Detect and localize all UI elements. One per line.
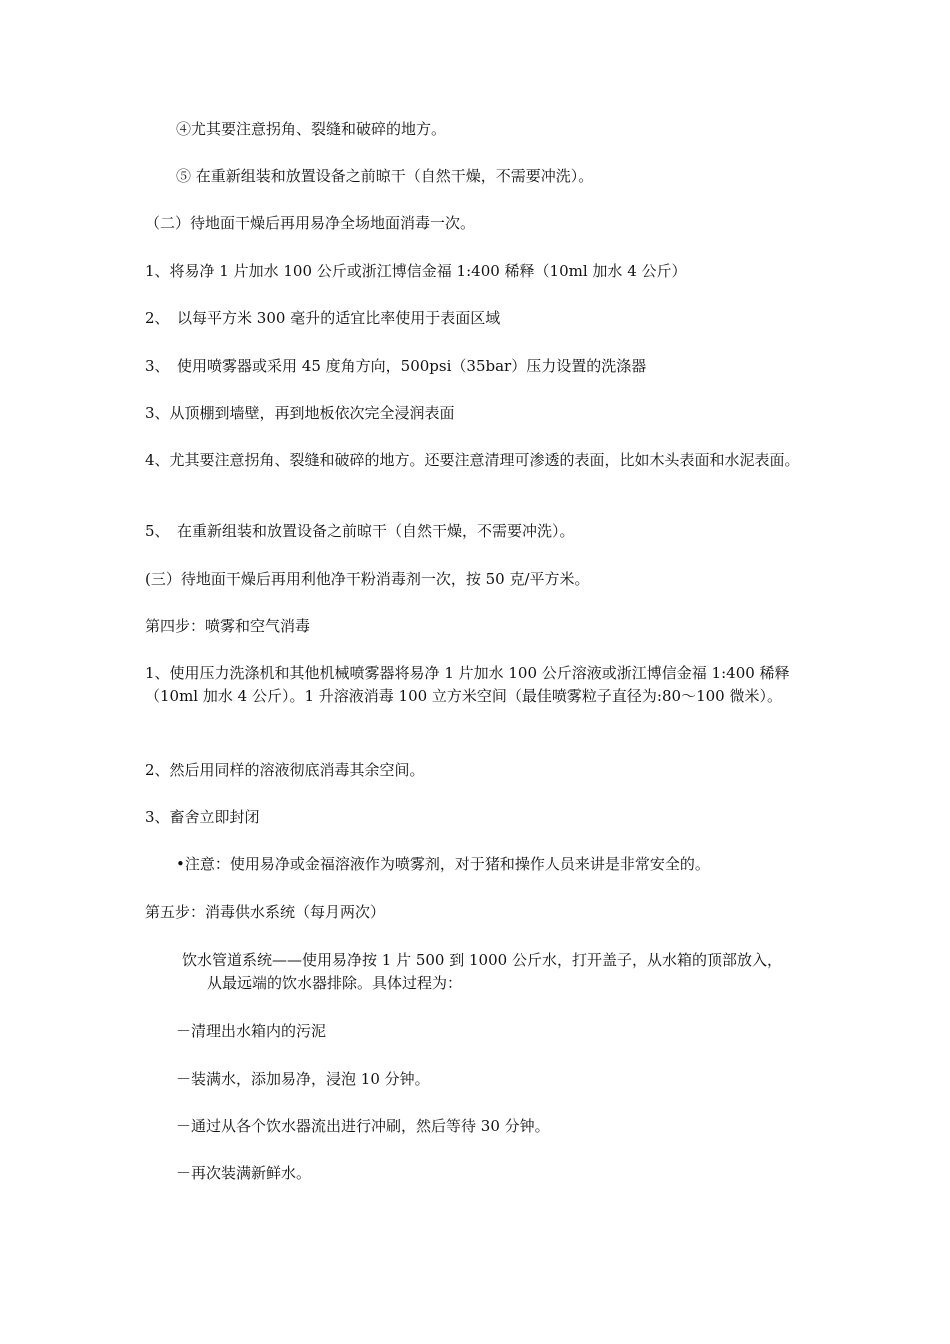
list-item-1: 1、将易净 1 片加水 100 公斤或浙江博信金福 1:400 稀释（10ml 加水 4 公斤） [145,262,687,280]
procedure-step-refill: －再次装满新鲜水。 [176,1164,312,1182]
spray-item-2: 2、然后用同样的溶液彻底消毒其余空间。 [145,761,425,779]
section-heading-two: （二）待地面干燥后再用易净全场地面消毒一次。 [145,214,476,232]
list-item-2: 2、 以每平方米 300 毫升的适宜比率使用于表面区域 [145,309,501,327]
step-four-heading: 第四步：喷雾和空气消毒 [145,617,311,635]
safety-note: •注意：使用易净或金福溶液作为喷雾剂，对于猪和操作人员来讲是非常安全的。 [176,855,710,873]
list-item-3b: 3、从顶棚到墙壁，再到地板依次完全浸润表面 [145,404,455,422]
paragraph-corner-note: ④尤其要注意拐角、裂缝和破碎的地方。 [176,120,447,138]
procedure-step-fill-soak: －装满水，添加易净，浸泡 10 分钟。 [176,1070,430,1088]
list-item-3a: 3、 使用喷雾器或采用 45 度角方向，500psi（35bar）压力设置的洗涤器 [145,357,647,375]
procedure-step-flush: －通过从各个饮水器流出进行冲刷，然后等待 30 分钟。 [176,1117,550,1135]
step-five-heading: 第五步：消毒供水系统（每月两次） [145,903,386,921]
procedure-step-clean-sludge: －清理出水箱内的污泥 [176,1022,327,1040]
spray-item-1: 1、使用压力洗涤机和其他机械喷雾器将易净 1 片加水 100 公斤溶液或浙江博信金福 1:400 稀释（10ml 加水 4 公斤）。1 升溶液消毒 100 立方米空间（最佳喷雾粒子直径为:80～100 微米）。 [145,664,790,705]
list-item-4: 4、尤其要注意拐角、裂缝和破碎的地方。还要注意清理可渗透的表面，比如木头表面和水泥表面。 [145,451,800,469]
water-system-intro: 饮水管道系统——使用易净按 1 片 500 到 1000 公斤水，打开盖子，从水箱的顶部放入， [182,951,782,969]
section-heading-three: (三）待地面干燥后再用利他净干粉消毒剂一次，按 50 克/平方米。 [145,570,590,588]
spray-item-3: 3、畜舍立即封闭 [145,808,260,826]
paragraph-dry-before-reassembly: ⑤ 在重新组装和放置设备之前晾干（自然干燥，不需要冲洗）。 [176,167,594,185]
water-system-intro-continued [182,972,462,994]
list-item-5: 5、 在重新组装和放置设备之前晾干（自然干燥，不需要冲洗）。 [145,522,575,540]
water-system-intro-continued-text: 从最远端的饮水器排除。具体过程为： [207,974,463,992]
